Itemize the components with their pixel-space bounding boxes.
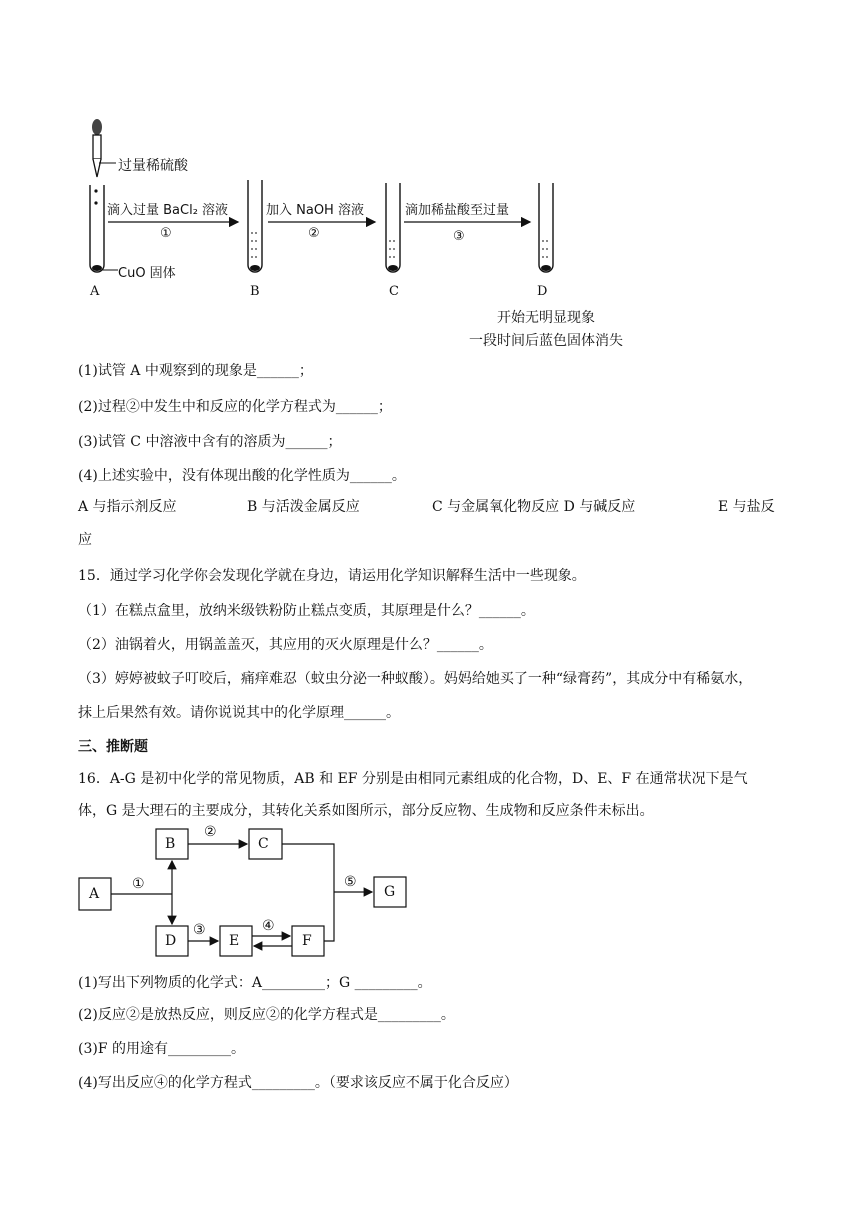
q16-part4: (4)写出反应④的化学方程式_________。（要求该反应不属于化合反应）	[78, 1075, 518, 1091]
q16-part3: (3)F 的用途有_________。	[78, 1041, 245, 1057]
tube-label-d: D	[537, 284, 548, 299]
option-b: B 与活泼金属反应	[247, 499, 360, 515]
q15-part3-line1: （3）婷婷被蚊子叮咬后，痛痒难忍（蚊虫分泌一种蚁酸）。妈妈给她买了一种“绿膏药”，其成分中有稀氨水，	[78, 671, 753, 687]
tube-label-b: B	[250, 284, 260, 299]
d-note-1: 开始无明显现象	[497, 310, 595, 326]
q16-part2: (2)反应②是放热反应，则反应②的化学方程式是_________。	[78, 1007, 455, 1023]
test-tube-d	[539, 183, 553, 272]
test-tube-c	[386, 183, 400, 272]
arrow2-label: 加入 NaOH 溶液	[266, 203, 364, 218]
section-title: 三、推断题	[78, 739, 148, 755]
q15-part3-line2: 抹上后果然有效。请你说说其中的化学原理______。	[78, 705, 400, 721]
q16-part1: (1)写出下列物质的化学式：A_________；G _________。	[78, 975, 432, 991]
node-b: B	[165, 836, 176, 852]
arrow1-number: ①	[160, 226, 172, 241]
node-d: D	[165, 933, 177, 949]
q16-stem-line2: 体，G 是大理石的主要成分，其转化关系如图所示，部分反应物、生成物和反应条件未标出。	[78, 803, 654, 819]
node-c: C	[258, 836, 269, 852]
dropper-label: 过量稀硫酸	[118, 158, 188, 174]
arrow3-number: ③	[453, 229, 465, 244]
tube-label-a: A	[90, 284, 100, 299]
cuo-label: CuO 固体	[118, 266, 176, 281]
arrow2-number: ②	[308, 226, 320, 241]
conversion-diagram	[78, 825, 418, 960]
q14-part2: (2)过程②中发生中和反应的化学方程式为______；	[78, 399, 392, 415]
dropper-icon	[92, 119, 116, 177]
reaction-3-number: ③	[193, 922, 206, 938]
option-e: E 与盐反	[718, 499, 775, 515]
option-c-d: C 与金属氧化物反应 D 与碱反应	[432, 499, 636, 515]
reaction-2-number: ②	[204, 824, 217, 840]
q16-stem-line1: 16．A-G 是初中化学的常见物质，AB 和 EF 分别是由相同元素组成的化合物，D、E、F 在通常状况下是气	[78, 771, 748, 787]
d-note-2: 一段时间后蓝色固体消失	[469, 333, 623, 349]
option-e-tail: 应	[78, 532, 92, 548]
q14-part4: (4)上述实验中，没有体现出酸的化学性质为______。	[78, 468, 406, 484]
node-a: A	[89, 886, 100, 902]
q15-stem: 15．通过学习化学你会发现化学就在身边，请运用化学知识解释生活中一些现象。	[78, 568, 586, 584]
reaction-1-number: ①	[132, 876, 145, 892]
q15-part2: （2）油锅着火，用锅盖盖灭，其应用的灭火原理是什么？______。	[78, 637, 493, 653]
node-g: G	[384, 884, 396, 900]
node-e: E	[229, 933, 240, 949]
tube-label-c: C	[389, 284, 399, 299]
option-a: A 与指示剂反应	[78, 499, 177, 515]
test-tube-b	[248, 180, 262, 272]
q15-part1: （1）在糕点盒里，放纳米级铁粉防止糕点变质，其原理是什么？______。	[78, 603, 535, 619]
reaction-5-number: ⑤	[344, 874, 357, 890]
arrow1-label: 滴入过量 BaCl₂ 溶液	[107, 203, 229, 218]
q14-part3: (3)试管 C 中溶液中含有的溶质为______；	[78, 434, 342, 450]
reaction-4-number: ④	[262, 918, 275, 934]
arrow3-label: 滴加稀盐酸至过量	[405, 203, 510, 218]
node-f: F	[302, 933, 312, 949]
q14-part1: (1)试管 A 中观察到的现象是______；	[78, 363, 313, 379]
